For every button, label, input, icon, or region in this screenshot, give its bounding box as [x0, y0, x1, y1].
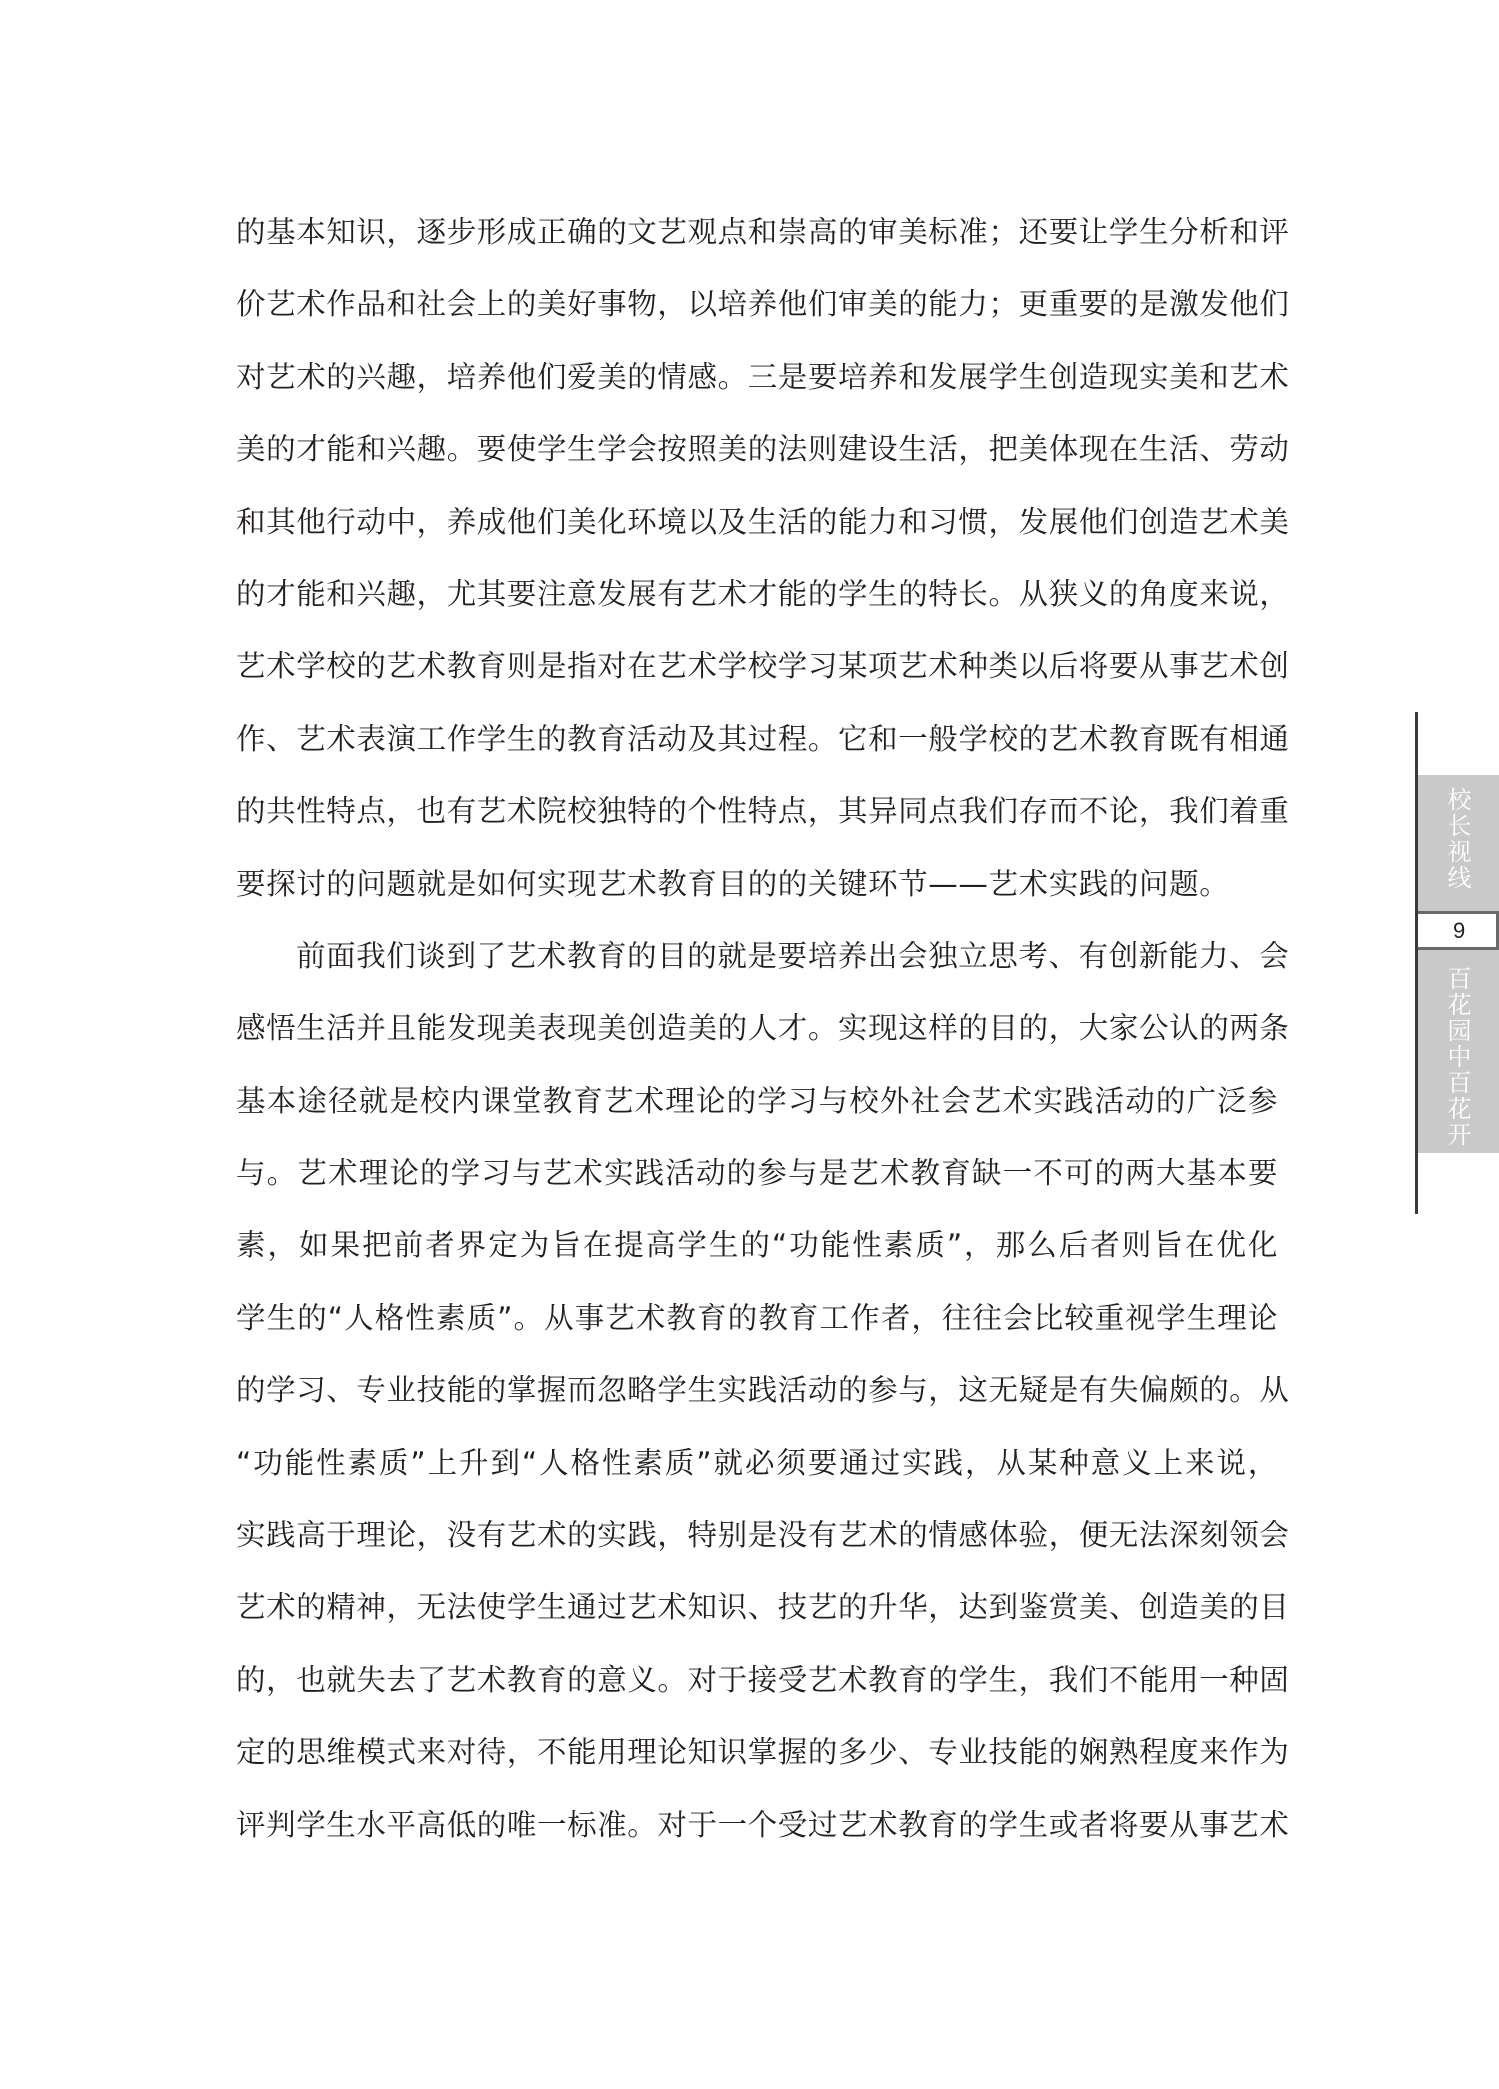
body-line: 评判学生水平高低的唯一标准。对于一个受过艺术教育的学生或者将要从事艺术 — [236, 1807, 1290, 1842]
side-section-tab — [1385, 0, 1499, 2089]
body-line: “功能性素质”上升到“人格性素质”就必须要通过实践，从某种意义上来说， — [236, 1445, 1278, 1480]
section-title-tab — [1418, 775, 1499, 911]
body-line: 的才能和兴趣，尤其要注意发展有艺术才能的学生的特长。从狭义的角度来说， — [236, 576, 1290, 611]
body-line: 定的思维模式来对待，不能用理论知识掌握的多少、专业技能的娴熟程度来作为 — [236, 1735, 1290, 1770]
body-line: 作、艺术表演工作学生的教育活动及其过程。它和一般学校的艺术教育既有相通 — [236, 721, 1290, 756]
body-line: 与。艺术理论的学习与艺术实践活动的参与是艺术教育缺一不可的两大基本要 — [236, 1156, 1278, 1191]
body-line: 的学习、专业技能的掌握而忽略学生实践活动的参与，这无疑是有失偏颇的。从 — [236, 1373, 1290, 1408]
article-body — [236, 196, 1290, 1861]
body-line: 学生的“人格性素质”。从事艺术教育的教育工作者，往往会比较重视学生理论 — [236, 1300, 1278, 1335]
page-number-box — [1418, 911, 1499, 950]
body-line: 的，也就失去了艺术教育的意义。对于接受艺术教育的学生，我们不能用一种固 — [236, 1662, 1290, 1697]
body-line: 艺术学校的艺术教育则是指对在艺术学校学习某项艺术种类以后将要从事艺术创 — [236, 649, 1290, 684]
body-line: 素，如果把前者界定为旨在提高学生的“功能性素质”，那么后者则旨在优化 — [236, 1228, 1278, 1263]
body-line: 的基本知识，逐步形成正确的文艺观点和崇高的审美标准；还要让学生分析和评 — [236, 215, 1290, 249]
body-line: 对艺术的兴趣，培养他们爱美的情感。三是要培养和发展学生创造现实美和艺术 — [236, 359, 1290, 394]
body-line: 美的才能和兴趣。要使学生学会按照美的法则建设生活，把美体现在生活、劳动 — [236, 432, 1290, 467]
body-line: 价艺术作品和社会上的美好事物，以培养他们审美的能力；更重要的是激发他们 — [236, 287, 1290, 322]
page-number: 9 — [1453, 918, 1466, 943]
body-line: 基本途径就是校内课堂教育艺术理论的学习与校外社会艺术实践活动的广泛参 — [236, 1083, 1278, 1118]
body-line: 和其他行动中，养成他们美化环境以及生活的能力和习惯，发展他们创造艺术美 — [236, 504, 1290, 539]
body-line: 感悟生活并且能发现美表现美创造美的人才。实现这样的目的，大家公认的两条 — [236, 1011, 1290, 1046]
column-title-tab — [1418, 950, 1499, 1153]
body-line: 的共性特点，也有艺术院校独特的个性特点，其异同点我们存而不论，我们着重 — [236, 794, 1290, 829]
column-title: 百花园中百花开 — [1443, 966, 1471, 1148]
body-line: 实践高于理论，没有艺术的实践，特别是没有艺术的情感体验，便无法深刻领会 — [236, 1518, 1290, 1553]
section-title: 校长视线 — [1443, 787, 1471, 891]
body-line: 要探讨的问题就是如何实现艺术教育目的的关键环节——艺术实践的问题。 — [236, 866, 1230, 901]
body-line: 前面我们谈到了艺术教育的目的就是要培养出会独立思考、有创新能力、会 — [296, 938, 1290, 973]
body-line: 艺术的精神，无法使学生通过艺术知识、技艺的升华，达到鉴赏美、创造美的目 — [236, 1590, 1290, 1625]
